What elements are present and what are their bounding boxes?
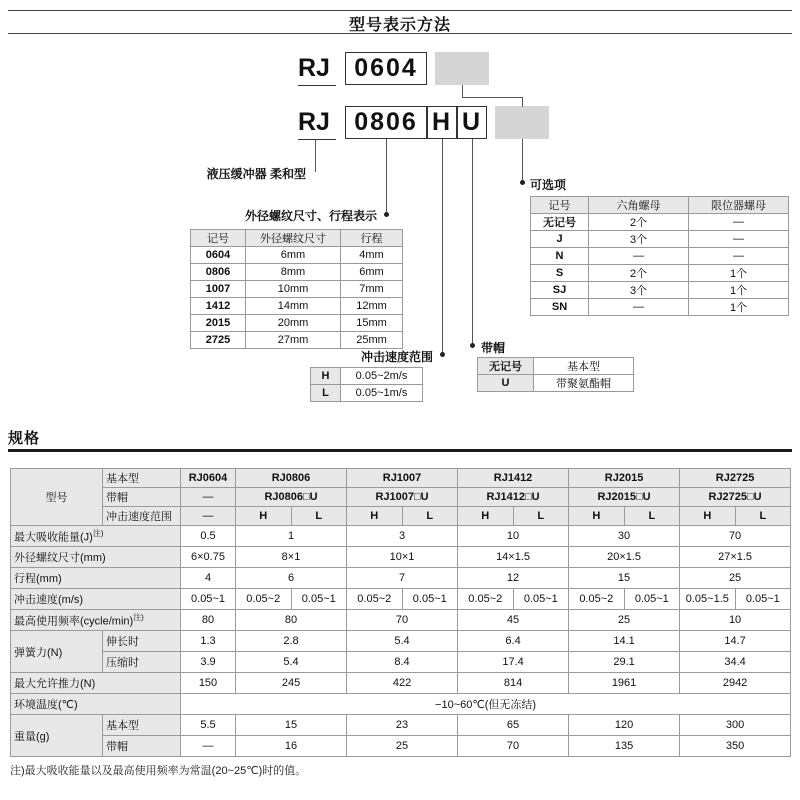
title-rule-bottom — [8, 33, 792, 34]
cell: 20mm — [246, 315, 341, 332]
cell: RJ1412□U — [458, 488, 569, 507]
table-header-row — [11, 488, 791, 507]
table-row — [531, 299, 789, 316]
cell: 16 — [236, 736, 347, 757]
cell: 6×0.75 — [181, 547, 236, 568]
label-cap: 带帽 — [481, 341, 506, 355]
cell: RJ1007□U — [347, 488, 458, 507]
spec-row-frequency — [11, 610, 791, 631]
cell: 2942 — [680, 673, 791, 694]
cell: 基本型 — [534, 358, 634, 375]
cell: 34.4 — [680, 652, 791, 673]
table-row — [531, 282, 789, 299]
cell: 0.05~1 — [181, 589, 236, 610]
cell: 1412 — [191, 298, 246, 315]
row-sublabel: 带帽 — [103, 736, 181, 757]
cell: 23 — [347, 715, 458, 736]
cell: 无记号 — [478, 358, 534, 375]
cell: 型号 — [11, 469, 103, 526]
table-row — [191, 298, 403, 315]
table-header-row — [191, 230, 403, 247]
cell: RJ2015□U — [569, 488, 680, 507]
junction-dot — [384, 212, 389, 217]
spec-row-spring-comp — [11, 652, 791, 673]
cell: 10 — [458, 526, 569, 547]
cell: 80 — [236, 610, 347, 631]
cell: L — [735, 507, 791, 526]
model-speed-box: H — [427, 106, 457, 139]
row-sublabel: 基本型 — [103, 715, 181, 736]
cell: L — [311, 385, 341, 402]
connector-line — [315, 139, 316, 172]
cell: RJ0604 — [181, 469, 236, 488]
row-label: 外径螺纹尺寸(mm) — [11, 547, 181, 568]
cell: 0.05~1 — [735, 589, 791, 610]
col-header: 六角螺母 — [589, 197, 689, 214]
cell: 45 — [458, 610, 569, 631]
cell: 5.5 — [181, 715, 236, 736]
cell: 25 — [680, 568, 791, 589]
label-buffer-type: 液压缓冲器 柔和型 — [206, 167, 306, 181]
cell: L — [402, 507, 458, 526]
cell: 25mm — [341, 332, 403, 349]
spec-section-rule — [8, 449, 792, 452]
col-header: 记号 — [531, 197, 589, 214]
cell: 14×1.5 — [458, 547, 569, 568]
table-row — [191, 315, 403, 332]
cell: — — [589, 248, 689, 265]
cell: L — [624, 507, 680, 526]
cell: 70 — [347, 610, 458, 631]
cell: 120 — [569, 715, 680, 736]
cell: 70 — [680, 526, 791, 547]
cell: 25 — [347, 736, 458, 757]
cell: 6mm — [246, 247, 341, 264]
cell: — — [181, 507, 236, 526]
junction-dot — [520, 180, 525, 185]
cell: 29.1 — [569, 652, 680, 673]
row-label: 冲击速度(m/s) — [11, 589, 181, 610]
cell: RJ1007 — [347, 469, 458, 488]
model-cap-box: U — [457, 106, 487, 139]
junction-dot — [470, 343, 475, 348]
junction-dot — [440, 352, 445, 357]
cell: 14mm — [246, 298, 341, 315]
cell: 1961 — [569, 673, 680, 694]
cell: 14.1 — [569, 631, 680, 652]
cell: 2个 — [589, 214, 689, 231]
label-option: 可选项 — [530, 178, 567, 192]
row-sublabel: 伸长时 — [103, 631, 181, 652]
table-row — [191, 281, 403, 298]
row-label: 重量(g) — [11, 715, 103, 757]
cell: 814 — [458, 673, 569, 694]
cell: — — [181, 488, 236, 507]
cell: RJ0806 — [236, 469, 347, 488]
cell: 带聚氨酯帽 — [534, 375, 634, 392]
cell: 3.9 — [181, 652, 236, 673]
cell: 0.05~2 — [458, 589, 514, 610]
cell: 12mm — [341, 298, 403, 315]
cell: 0604 — [191, 247, 246, 264]
cell: 135 — [569, 736, 680, 757]
model-size-box: 0806 — [345, 106, 427, 139]
cell: 25 — [569, 610, 680, 631]
model-prefix: RJ — [298, 108, 330, 136]
spec-row-weight-basic — [11, 715, 791, 736]
cell: 5.4 — [236, 652, 347, 673]
cell: 0.5 — [181, 526, 236, 547]
cell: L — [291, 507, 347, 526]
cell: 27×1.5 — [680, 547, 791, 568]
cell: 7 — [347, 568, 458, 589]
cell: 4 — [181, 568, 236, 589]
cell: 0.05~1 — [513, 589, 569, 610]
cell: 4mm — [341, 247, 403, 264]
cell: 6.4 — [458, 631, 569, 652]
cell: 1.3 — [181, 631, 236, 652]
cell: H — [311, 368, 341, 385]
row-label: 行程(mm) — [11, 568, 181, 589]
connector-line — [442, 139, 443, 355]
cell: 带帽 — [103, 488, 181, 507]
speed-range-table — [310, 367, 423, 402]
cell: H — [236, 507, 292, 526]
cell: U — [478, 375, 534, 392]
cell: 10×1 — [347, 547, 458, 568]
cell: 20×1.5 — [569, 547, 680, 568]
spec-row-weight-cap — [11, 736, 791, 757]
spec-row-thrust — [11, 673, 791, 694]
model-size-box: 0604 — [345, 52, 427, 85]
cell: 1 — [236, 526, 347, 547]
cell: H — [569, 507, 625, 526]
cell: 14.7 — [680, 631, 791, 652]
cell: 70 — [458, 736, 569, 757]
cell: 422 — [347, 673, 458, 694]
cell: 17.4 — [458, 652, 569, 673]
row-label: 最高使用频率(cycle/min)$^{注)}$ — [11, 610, 181, 631]
cell: 3 — [347, 526, 458, 547]
cell: 2.8 — [236, 631, 347, 652]
cell: 0.05~1 — [624, 589, 680, 610]
spec-table — [10, 468, 791, 757]
cell: 15 — [236, 715, 347, 736]
cell: 350 — [680, 736, 791, 757]
table-header-row — [11, 469, 791, 488]
cell: −10~60℃(但无冻结) — [181, 694, 791, 715]
row-label: 环境温度(℃) — [11, 694, 181, 715]
connector-line — [522, 97, 523, 107]
cell: H — [458, 507, 514, 526]
size-stroke-table — [190, 229, 403, 349]
cell: 10 — [680, 610, 791, 631]
cell: 0.05~2m/s — [341, 368, 423, 385]
cell: 1个 — [689, 282, 789, 299]
cell: 27mm — [246, 332, 341, 349]
cell: SN — [531, 299, 589, 316]
label-speed-range: 冲击速度范围 — [360, 350, 433, 364]
cell: 3个 — [589, 231, 689, 248]
cell: RJ0806□U — [236, 488, 347, 507]
table-row — [531, 231, 789, 248]
cell: 0.05~2 — [347, 589, 403, 610]
table-header-row — [11, 507, 791, 526]
spec-row-thread — [11, 547, 791, 568]
cell: S — [531, 265, 589, 282]
cell: 2725 — [191, 332, 246, 349]
cell: — — [689, 248, 789, 265]
table-row — [531, 265, 789, 282]
cell: 8×1 — [236, 547, 347, 568]
cell: J — [531, 231, 589, 248]
col-header: 限位器螺母 — [689, 197, 789, 214]
model-code-line-2 — [298, 106, 549, 139]
spec-row-temperature — [11, 694, 791, 715]
cell: 无记号 — [531, 214, 589, 231]
cap-table — [477, 357, 634, 392]
cell: 冲击速度范围 — [103, 507, 181, 526]
title-rule-top — [8, 10, 792, 11]
table-header-row — [531, 197, 789, 214]
model-code-line-1 — [298, 52, 489, 85]
cell: 15 — [569, 568, 680, 589]
cell: L — [513, 507, 569, 526]
row-sublabel: 压缩时 — [103, 652, 181, 673]
cell: H — [347, 507, 403, 526]
spec-row-speed — [11, 589, 791, 610]
cell: 2个 — [589, 265, 689, 282]
spec-row-stroke — [11, 568, 791, 589]
table-row — [311, 368, 423, 385]
cell: 5.4 — [347, 631, 458, 652]
cell: 7mm — [341, 281, 403, 298]
cell: 80 — [181, 610, 236, 631]
cell: 150 — [181, 673, 236, 694]
cell: 基本型 — [103, 469, 181, 488]
cell: SJ — [531, 282, 589, 299]
cell: 3个 — [589, 282, 689, 299]
options-table — [530, 196, 789, 316]
cell: 8mm — [246, 264, 341, 281]
cell: 8.4 — [347, 652, 458, 673]
table-row — [191, 247, 403, 264]
footnote: 注)最大吸收能量以及最高使用频率为常温(20~25℃)时的值。 — [10, 765, 307, 777]
cell: 0806 — [191, 264, 246, 281]
prefix-underline — [298, 139, 336, 140]
cell: 0.05~2 — [236, 589, 292, 610]
cell: 0.05~1m/s — [341, 385, 423, 402]
cell: 1个 — [689, 265, 789, 282]
row-label: 最大允许推力(N) — [11, 673, 181, 694]
row-label: 弹簧力(N) — [11, 631, 103, 673]
cell: 0.05~1.5 — [680, 589, 736, 610]
cell: 12 — [458, 568, 569, 589]
table-row — [311, 385, 423, 402]
cell: 6 — [236, 568, 347, 589]
spec-row-energy — [11, 526, 791, 547]
cell: 15mm — [341, 315, 403, 332]
table-row — [478, 358, 634, 375]
table-row — [191, 332, 403, 349]
connector-line — [462, 97, 523, 98]
cell: 300 — [680, 715, 791, 736]
row-label: 最大吸收能量$(J)^{注)}$ — [11, 526, 181, 547]
prefix-underline — [298, 85, 336, 86]
cell: H — [680, 507, 736, 526]
spec-section-heading: 规格 — [8, 430, 41, 447]
model-prefix: RJ — [298, 54, 330, 82]
cell: — — [689, 214, 789, 231]
cell: 2015 — [191, 315, 246, 332]
option-placeholder-box — [435, 52, 489, 85]
cell: 10mm — [246, 281, 341, 298]
cell: — — [181, 736, 236, 757]
cell: RJ2725 — [680, 469, 791, 488]
label-size-stroke: 外径螺纹尺寸、行程表示 — [244, 209, 377, 223]
option-placeholder-box — [495, 106, 549, 139]
col-header: 行程 — [341, 230, 403, 247]
connector-line — [386, 139, 387, 215]
cell: 30 — [569, 526, 680, 547]
table-row — [531, 214, 789, 231]
cell: RJ1412 — [458, 469, 569, 488]
cell: 0.05~1 — [402, 589, 458, 610]
cell: 6mm — [341, 264, 403, 281]
cell: — — [689, 231, 789, 248]
table-row — [191, 264, 403, 281]
cell: 65 — [458, 715, 569, 736]
cell: 0.05~2 — [569, 589, 625, 610]
cell: 245 — [236, 673, 347, 694]
spec-row-spring-ext — [11, 631, 791, 652]
cell: — — [589, 299, 689, 316]
connector-line — [472, 139, 473, 346]
cell: RJ2725□U — [680, 488, 791, 507]
connector-line — [522, 139, 523, 183]
cell: 0.05~1 — [291, 589, 347, 610]
page-title: 型号表示方法 — [348, 17, 451, 34]
cell: N — [531, 248, 589, 265]
cell: 1个 — [689, 299, 789, 316]
col-header: 记号 — [191, 230, 246, 247]
table-row — [478, 375, 634, 392]
cell: 1007 — [191, 281, 246, 298]
col-header: 外径螺纹尺寸 — [246, 230, 341, 247]
table-row — [531, 248, 789, 265]
cell: RJ2015 — [569, 469, 680, 488]
